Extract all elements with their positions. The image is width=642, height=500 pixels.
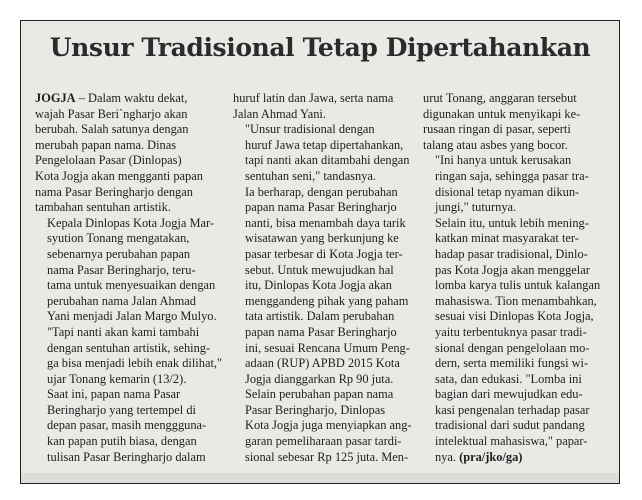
text-line: hadap pasar tradisional, Dinlo-	[435, 246, 588, 261]
text-line: garan pemeliharaan pasar tardi-	[245, 434, 402, 449]
paragraph	[233, 122, 421, 184]
text-line: nama Pasar Beringharjo, teru-	[47, 262, 196, 277]
text-line: adaan (RUP) APBD 2015 Kota	[245, 356, 400, 371]
text-line: wisatawan yang berkunjung ke	[245, 231, 399, 246]
text-line: Kota Jogja akan mengganti papan	[35, 168, 203, 183]
text-line: dengan sentuhan artistik, sehing-	[47, 340, 211, 355]
text-line: Ia berharap, dengan perubahan	[245, 184, 398, 199]
text-line: "Unsur tradisional dengan	[245, 122, 375, 137]
text-line: Saat ini, papan nama Pasar	[47, 387, 181, 402]
text-line: ujar Tonang kemarin (13/2).	[47, 371, 187, 386]
text-line: Kepala Dinlopas Kota Jogja Mar-	[47, 215, 214, 230]
text-line: sional sebesar Rp 125 juta. Men-	[245, 449, 409, 464]
text-line: tradisional dari sudut pandang	[435, 418, 585, 433]
text-line: sebenarnya perubahan papan	[47, 246, 191, 261]
text-line: urut Tonang, anggaran tersebut	[423, 91, 577, 105]
text-line: huruf Jawa tetap dipertahankan,	[245, 137, 404, 152]
text-line: tambahan sentuhan artistik.	[35, 200, 171, 215]
text-line: papan nama Pasar Beringharjo	[245, 200, 397, 215]
text-line: "Ini hanya untuk kerusakan	[435, 153, 572, 168]
column-3	[423, 91, 611, 465]
text-line: Selain perubahan papan nama	[245, 387, 394, 402]
text-line: pas Kota Jogja akan menggelar	[435, 262, 590, 277]
text-line: sebut. Untuk mewujudkan hal	[245, 262, 394, 277]
text-line: menggandeng pihak yang paham	[245, 293, 409, 308]
text-line: papan nama Pasar Beringharjo	[245, 324, 397, 339]
text-line: Jalan Ahmad Yani.	[233, 106, 326, 121]
text-line: lomba karya tulis untuk kalangan	[435, 278, 601, 293]
text-line: sentuhan seni," tandasnya.	[245, 168, 376, 183]
paragraph	[423, 216, 611, 466]
text-line: perubahan nama Jalan Ahmad	[47, 293, 196, 308]
text-line: nya. (pra/jko/ga)	[435, 449, 523, 464]
newspaper-clipping	[20, 20, 620, 484]
text-line: berubah. Salah satunya dengan	[35, 122, 189, 137]
paragraph	[35, 91, 223, 216]
clipping-bottom-edge	[21, 473, 619, 483]
paragraph	[423, 91, 611, 153]
paragraph	[423, 153, 611, 215]
text-line: yaitu terbentuknya pasar tradi-	[435, 324, 587, 339]
text-line: talang atau asbes yang bocor.	[423, 137, 568, 152]
text-line: digunakan untuk menyikapi ke-	[423, 106, 581, 121]
text-line: sata, dan edukasi. "Lomba ini	[435, 371, 582, 386]
text-line: kan papan putih biasa, dengan	[47, 434, 197, 449]
paragraph	[35, 216, 223, 325]
paragraph	[233, 387, 421, 465]
column-2	[233, 91, 421, 465]
paragraph	[233, 91, 421, 122]
text-line: wajah Pasar Beri`ngharjo akan	[35, 106, 188, 121]
text-line: kasi pengenalan terhadap pasar	[435, 402, 590, 417]
text-line: huruf latin dan Jawa, serta nama	[233, 91, 394, 105]
text-line: bagian dari mewujudkan edu-	[435, 387, 583, 402]
text-line: mahasiswa. Tion menambahkan,	[435, 293, 597, 308]
text-line: Yani menjadi Jalan Margo Mulyo.	[47, 309, 217, 324]
text-line: Jogja dianggarkan Rp 90 juta.	[245, 371, 394, 386]
text-line: Beringharjo yang tertempel di	[47, 402, 196, 417]
text-line: rusaan ringan di pasar, seperti	[423, 122, 571, 137]
text-line: dern, serta memiliki fungsi wi-	[435, 356, 589, 371]
text-line: intelektual mahasiswa," papar-	[435, 434, 588, 449]
text-line: Pasar Beringharjo, Dinlopas	[245, 402, 386, 417]
text-line: Pengelolaan Pasar (Dinlopas)	[35, 153, 182, 168]
text-line: sesuai visi Dinlopas Kota Jogja,	[435, 309, 594, 324]
text-line: merubah papan nama. Dinas	[35, 137, 177, 152]
text-line: tata artistik. Dalam perubahan	[245, 309, 395, 324]
text-line: disional tetap nyaman dikun-	[435, 184, 580, 199]
text-line: pasar terbesar di Kota Jogja ter-	[245, 246, 403, 261]
text-line: depan pasar, masih menggguna-	[47, 418, 207, 433]
text-line: nanti, bisa menambah daya tarik	[245, 215, 406, 230]
text-line: itu, Dinlopas Kota Jogja akan	[245, 278, 392, 293]
text-line: nama Pasar Beringharjo dengan	[35, 184, 193, 199]
text-line: Selain itu, untuk lebih mening-	[435, 215, 589, 230]
paragraph	[233, 185, 421, 388]
headline: Unsur Tradisional Tetap Dipertahankan	[49, 33, 591, 62]
column-1	[35, 91, 223, 465]
text-line: "Tapi nanti akan kami tambahi	[47, 324, 200, 339]
text-line: tapi nanti akan ditambahi dengan	[245, 153, 410, 168]
paragraph	[35, 387, 223, 465]
text-line: sional dengan pengelolaan mo-	[435, 340, 590, 355]
text-line: syution Tonang mengatakan,	[47, 231, 190, 246]
text-line: jungi," tuturnya.	[435, 200, 517, 215]
text-line: katkan minat masyarakat ter-	[435, 231, 579, 246]
text-line: JOGJA – Dalam waktu dekat,	[35, 91, 188, 105]
paragraph	[35, 325, 223, 387]
text-line: tulisan Pasar Beringharjo dalam	[47, 449, 206, 464]
text-line: Kota Jogja juga menyiapkan ang-	[245, 418, 412, 433]
text-line: tama untuk menyesuaikan dengan	[47, 278, 216, 293]
text-line: ini, sesuai Rencana Umum Peng-	[245, 340, 410, 355]
text-line: ga bisa menjadi lebih enak dilihat,"	[47, 356, 223, 371]
text-line: ringan saja, sehingga pasar tra-	[435, 168, 589, 183]
